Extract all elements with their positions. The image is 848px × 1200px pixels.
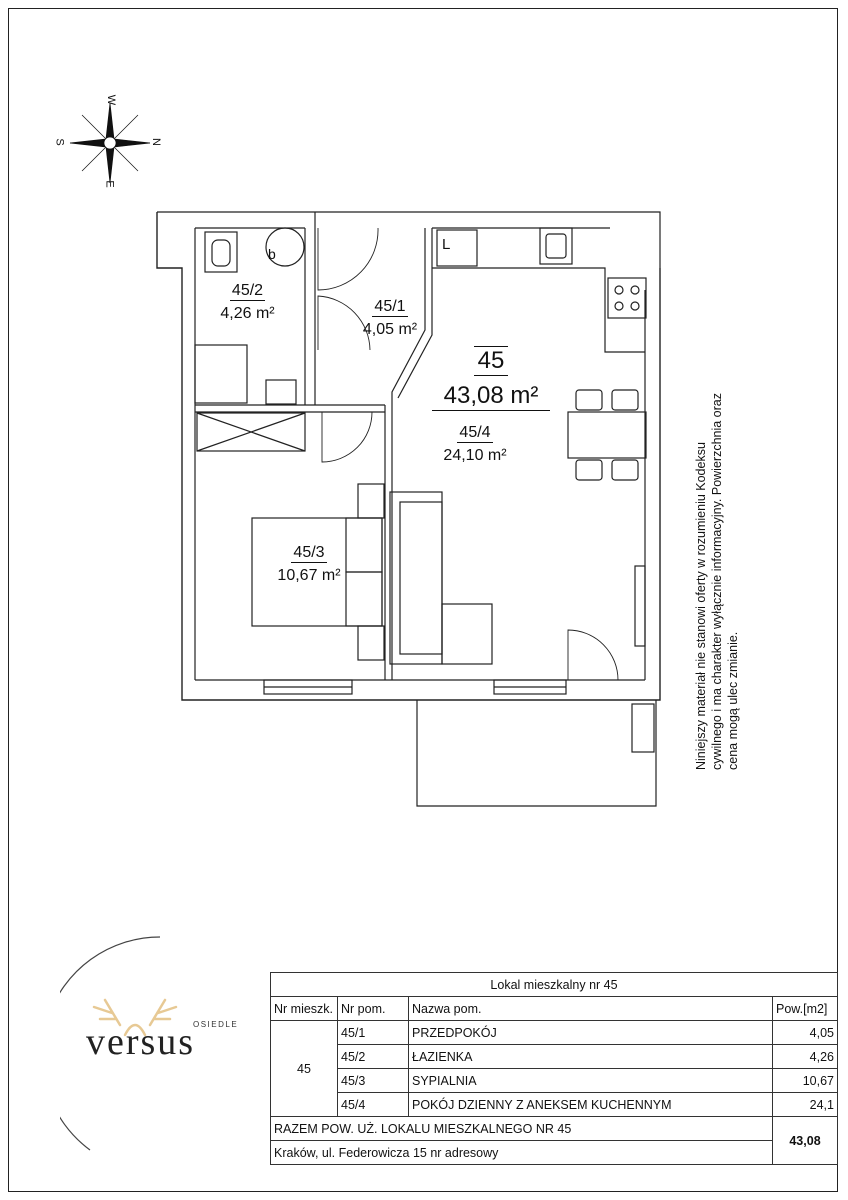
area-cell: 4,26 xyxy=(773,1045,838,1069)
total-value: 43,08 xyxy=(773,1117,838,1165)
room-area: 24,10 m² xyxy=(443,446,507,464)
apartment-info-table xyxy=(270,972,838,1165)
room-area: 4,05 m² xyxy=(362,320,418,338)
logo-name: versus xyxy=(86,1021,196,1063)
compass-rose-icon xyxy=(70,103,150,183)
disclaimer-text: Niniejszy materiał nie stanowi oferty w rozumieniu Kodeksu cywilnego i ma charakter wyłącznie informacyjny. Powierzchnia oraz cena mogą ulec zmianie. xyxy=(694,393,740,770)
area-cell: 24,1 xyxy=(773,1093,838,1117)
room-number: 45/4 xyxy=(459,424,491,441)
name-cell: PRZEDPOKÓJ xyxy=(409,1021,773,1045)
total-label: RAZEM POW. UŻ. LOKALU MIESZKALNEGO NR 45 xyxy=(271,1117,773,1141)
fixture-label-l: L xyxy=(442,236,451,253)
compass-south: S xyxy=(53,138,66,146)
compass-west: W xyxy=(105,94,118,106)
apartment-area: 43,08 m² xyxy=(432,382,550,411)
compass-east: E xyxy=(103,180,116,188)
compass-north: N xyxy=(149,138,162,146)
table-row xyxy=(271,1021,838,1045)
header-apt: Nr mieszk. xyxy=(271,997,338,1021)
address: Kraków, ul. Federowicza 15 nr adresowy xyxy=(271,1141,773,1165)
room-cell: 45/4 xyxy=(338,1093,409,1117)
logo-subtitle: OSIEDLE xyxy=(193,1020,239,1029)
name-cell: POKÓJ DZIENNY Z ANEKSEM KUCHENNYM xyxy=(409,1093,773,1117)
apartment-number: 45 xyxy=(474,346,509,376)
room-label-453 xyxy=(262,544,356,585)
name-cell: ŁAZIENKA xyxy=(409,1045,773,1069)
table-row xyxy=(271,1045,838,1069)
room-label-454 xyxy=(430,424,520,465)
room-number: 45/1 xyxy=(374,298,406,315)
room-number: 45/3 xyxy=(293,544,325,561)
room-cell: 45/2 xyxy=(338,1045,409,1069)
name-cell: SYPIALNIA xyxy=(409,1069,773,1093)
room-area: 4,26 m² xyxy=(220,304,275,322)
header-area: Pow.[m2] xyxy=(773,997,838,1021)
room-cell: 45/1 xyxy=(338,1021,409,1045)
area-cell: 10,67 xyxy=(773,1069,838,1093)
header-room: Nr pom. xyxy=(338,997,409,1021)
area-cell: 4,05 xyxy=(773,1021,838,1045)
apartment-number-cell: 45 xyxy=(271,1021,338,1117)
room-cell: 45/3 xyxy=(338,1069,409,1093)
table-row xyxy=(271,1069,838,1093)
table-row xyxy=(271,1093,838,1117)
room-label-452 xyxy=(200,282,295,323)
apartment-label xyxy=(432,346,550,411)
fixture-label-b: b xyxy=(268,246,276,262)
room-number: 45/2 xyxy=(231,282,264,299)
room-label-451 xyxy=(350,298,430,339)
header-name: Nazwa pom. xyxy=(409,997,773,1021)
room-area: 10,67 m² xyxy=(277,566,341,584)
table-title: Lokal mieszkalny nr 45 xyxy=(271,973,838,997)
